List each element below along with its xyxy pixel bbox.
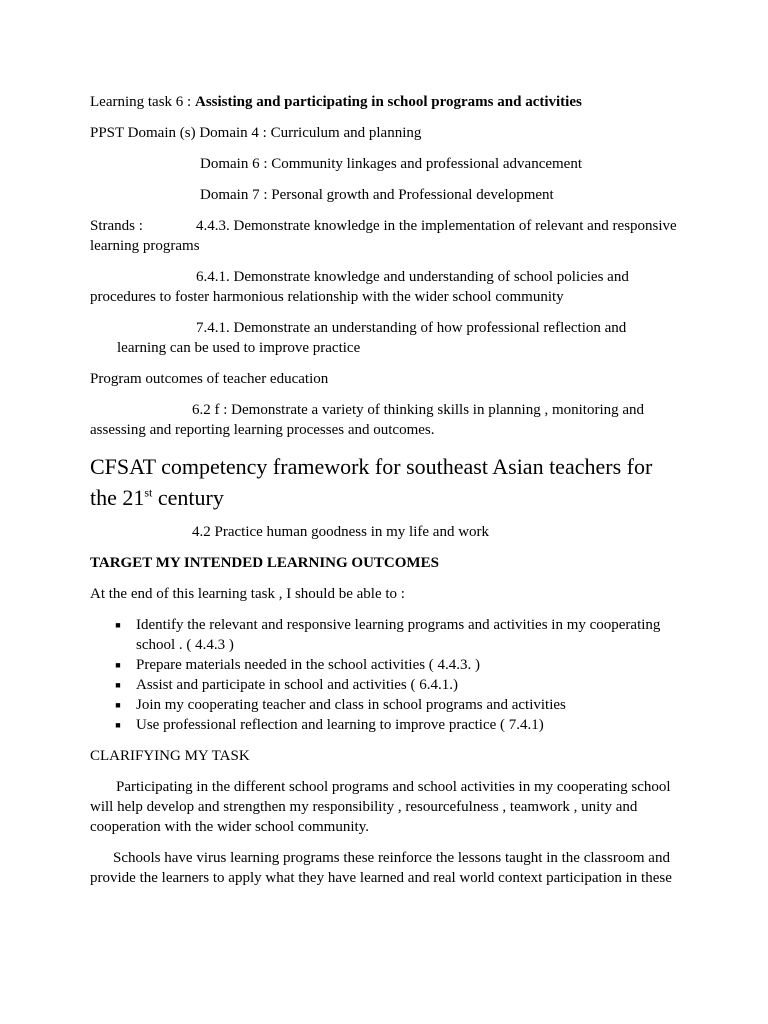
list-item: ■ Use professional reflection and learning to improve practice ( 7.4.1) [90, 715, 680, 735]
cfsat-heading-part1: CFSAT competency framework for southeast Asian teachers for the 21 [90, 454, 653, 510]
list-item: ■ Assist and participate in school and activities ( 6.4.1.) [90, 675, 680, 695]
learning-task-line [90, 92, 680, 112]
square-bullet-icon: ■ [115, 660, 121, 670]
strand-7-4-1-line1: 7.4.1. Demonstrate an understanding of how professional reflection and [196, 320, 627, 336]
square-bullet-icon: ■ [115, 620, 121, 630]
cfsat-item-4-2: 4.2 Practice human goodness in my life and work [192, 524, 490, 540]
cfsat-heading [90, 451, 680, 513]
target-intro: At the end of this learning task , I should be able to : [90, 586, 405, 602]
strand-7-4-1 [90, 318, 680, 358]
cfsat-heading-sup: st [144, 485, 153, 500]
ppst-domain-4: PPST Domain (s) Domain 4 : Curriculum and planning [90, 125, 422, 141]
strand-4-4-3-text: 4.4.3. Demonstrate knowledge in the implementation of relevant and responsive learning programs [90, 218, 677, 254]
learning-task-title: Assisting and participating in school programs and activities [194, 94, 582, 110]
clarifying-paragraph-1: Participating in the different school programs and school activities in my cooperating school will help develop and strengthen my responsibility , resourcefulness , teamwork , unity and cooperation with the wider school community. [90, 779, 671, 835]
clarifying-paragraph-2: Schools have virus learning programs these reinforce the lessons taught in the classroom and provide the learners to apply what they have learned and real world context participation in these [90, 850, 672, 886]
program-outcome-6-2f: 6.2 f : Demonstrate a variety of thinking skills in planning , monitoring and assessing and reporting learning processes and outcomes. [90, 402, 645, 438]
document-page [90, 92, 680, 888]
list-item: ■ Join my cooperating teacher and class in school programs and activities [90, 695, 680, 715]
square-bullet-icon: ■ [115, 680, 121, 690]
square-bullet-icon: ■ [115, 720, 121, 730]
strands-label: Strands : [90, 218, 143, 234]
ppst-domain-6: Domain 6 : Community linkages and professional advancement [200, 156, 583, 172]
list-item: ■ Identify the relevant and responsive learning programs and activities in my cooperating school . ( 4.4.3 ) [90, 615, 680, 655]
list-item: ■ Prepare materials needed in the school activities ( 4.4.3. ) [90, 655, 680, 675]
cfsat-heading-part2: century [152, 485, 224, 510]
square-bullet-icon: ■ [115, 700, 121, 710]
strand-7-4-1-line2: learning can be used to improve practice [117, 340, 361, 356]
learning-task-prefix: Learning task 6 : [90, 94, 195, 110]
program-outcomes-label: Program outcomes of teacher education [90, 371, 329, 387]
ppst-domain-7: Domain 7 : Personal growth and Professional development [200, 187, 554, 203]
clarifying-heading: CLARIFYING MY TASK [90, 748, 250, 764]
strand-4-4-3 [90, 216, 680, 256]
outcomes-list [90, 615, 680, 735]
strand-6-4-1: 6.4.1. Demonstrate knowledge and understanding of school policies and procedures to foster harmonious relationship with the wider school community [90, 269, 629, 305]
target-heading: TARGET MY INTENDED LEARNING OUTCOMES [90, 555, 439, 571]
